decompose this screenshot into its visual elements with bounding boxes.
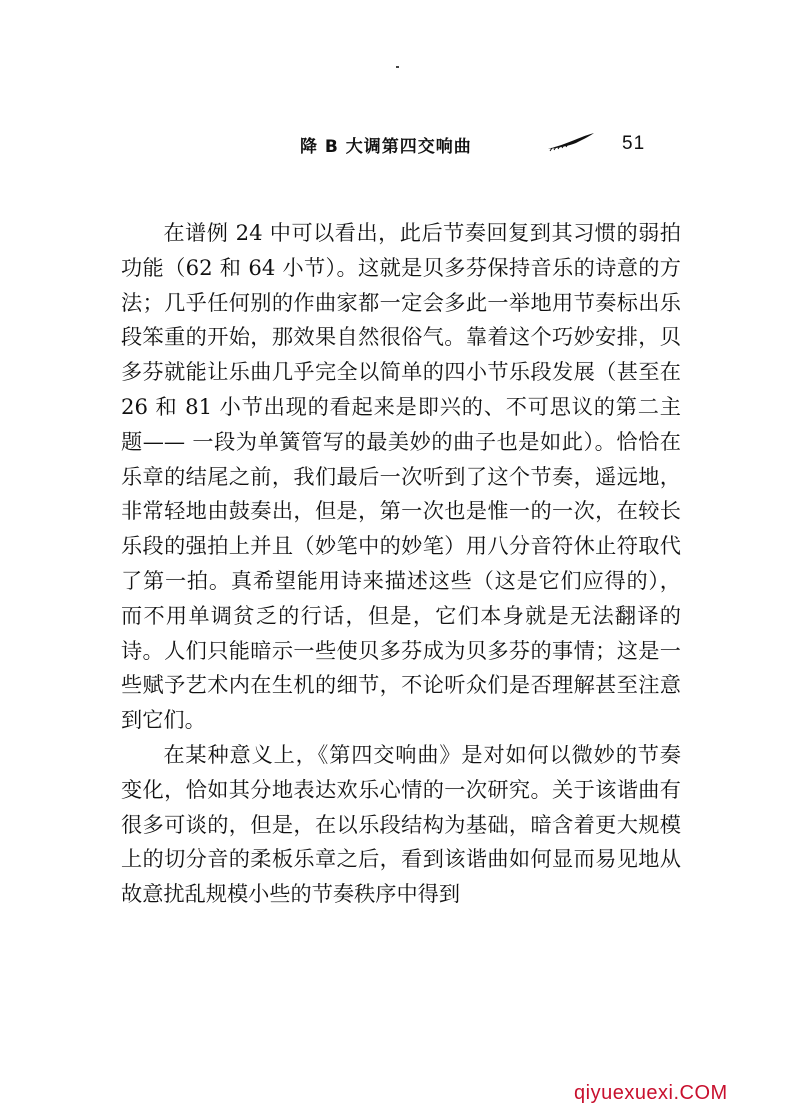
- feather-ornament-icon: [546, 132, 596, 152]
- scan-speck: [396, 66, 399, 68]
- site-watermark: qiyuexuexi.COM: [574, 1082, 728, 1104]
- page-number: 51: [622, 133, 646, 154]
- page-header: [300, 132, 660, 158]
- paragraph-2: 在某种意义上，《第四交响曲》是对如何以微妙的节奏变化，恰如其分地表达欢乐心情的一次研究。关于该谐曲有很多可谈的，但是，在以乐段结构为基础，暗含着更大规模上的切分音的柔板乐章之后，看到该谐曲如何显而易见地从故意扰乱规模小些的节奏秩序中得到: [121, 741, 681, 907]
- paragraph-1: 在谱例 24 中可以看出，此后节奏回复到其习惯的弱拍功能（62 和 64 小节）。这就是贝多芬保持音乐的诗意的方法；几乎任何别的作曲家都一定会多此一举地用节奏标出乐段笨重的开始，那效果自然很俗气。靠着这个巧妙安排，贝多芬就能让乐曲几乎完全以简单的四小节乐段发展（甚至在 26 和 81 小节出现的看起来是即兴的、不可思议的第二主题—— 一段为单簧管写的最美妙的曲子也是如此）。恰恰在乐章的结尾之前，我们最后一次听到了这个节奏，遥远地，非常轻地由鼓奏出，但是，第一次也是惟一的一次，在较长乐段的强拍上并且（妙笔中的妙笔）用八分音符休止符取代了第一拍。真希望能用诗来描述这些（这是它们应得的），而不用单调贫乏的行话，但是，它们本身就是无法翻译的诗。人们只能暗示一些使贝多芬成为贝多芬的事情；这是一些赋予艺术内在生机的细节，不论听众们是否理解甚至注意到它们。: [121, 220, 681, 733]
- body-text: [121, 216, 681, 912]
- running-title: 降 B 大调第四交响曲: [300, 137, 472, 157]
